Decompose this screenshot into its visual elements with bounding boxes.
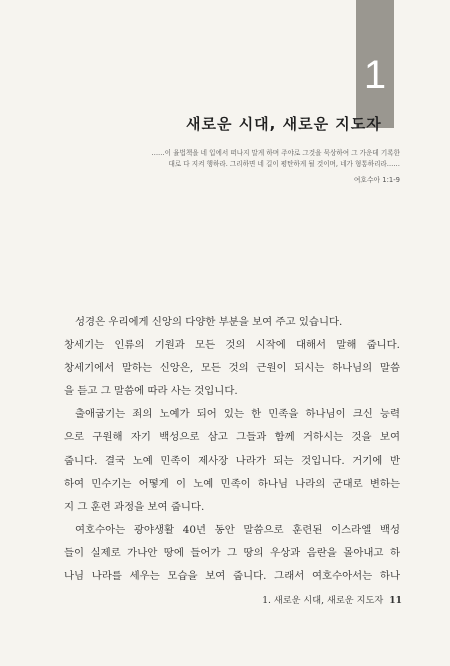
body-line: 으로 구원해 자기 백성으로 삼고 그들과 함께 거하시는 것을 보여 bbox=[64, 431, 400, 444]
epigraph-line: ……이 율법책을 네 입에서 떠나지 말게 하며 주야로 그것을 묵상하여 그 가운데 기록한 bbox=[151, 149, 400, 157]
body-line: 나님 나라를 세우는 모습을 보여 줍니다. 그래서 여호수아서는 하나 bbox=[64, 570, 400, 583]
body-line: 을 듣고 그 말씀에 따라 사는 것입니다. bbox=[64, 385, 238, 398]
chapter-tab bbox=[356, 0, 394, 128]
body-text bbox=[64, 311, 400, 588]
body-line: 줍니다. 결국 노예 민족이 제사장 나라가 되는 것입니다. 거기에 반 bbox=[64, 454, 400, 467]
running-head: 1. 새로운 시대, 새로운 지도자 bbox=[262, 595, 384, 606]
body-line: 출애굽기는 죄의 노예가 되어 있는 한 민족을 하나님이 크신 능력 bbox=[75, 408, 400, 421]
page-number: 11 bbox=[389, 595, 402, 606]
body-line: 성경은 우리에게 신앙의 다양한 부분을 보여 주고 있습니다. bbox=[75, 316, 343, 328]
body-line: 들이 실제로 가나안 땅에 들어가 그 땅의 우상과 음란을 몰아내고 하 bbox=[64, 546, 400, 559]
body-line: 지 그 훈련 과정을 보여 줍니다. bbox=[64, 500, 205, 513]
body-line: 여호수아는 광야생활 40년 동안 말씀으로 훈련된 이스라엘 백성 bbox=[75, 523, 400, 536]
epigraph-reference: 여호수아 1:1-9 bbox=[353, 176, 400, 184]
page-footer bbox=[190, 592, 402, 606]
epigraph bbox=[140, 148, 400, 169]
body-line: 창세기는 인류의 기원과 모든 것의 시작에 대해서 말해 줍니다. bbox=[64, 339, 400, 352]
chapter-number: 1 bbox=[363, 53, 387, 97]
body-line: 하여 민수기는 어떻게 이 노예 민족이 하나님 나라의 군대로 변하는 bbox=[64, 477, 400, 490]
chapter-title: 새로운 시대, 새로운 지도자 bbox=[186, 115, 382, 133]
body-line: 창세기에서 말하는 신앙은, 모든 것의 근원이 되시는 하나님의 말씀 bbox=[64, 362, 400, 375]
epigraph-line: 대로 다 지켜 행하라. 그리하면 네 길이 평탄하게 될 것이며, 네가 형통하리라…… bbox=[168, 159, 400, 168]
